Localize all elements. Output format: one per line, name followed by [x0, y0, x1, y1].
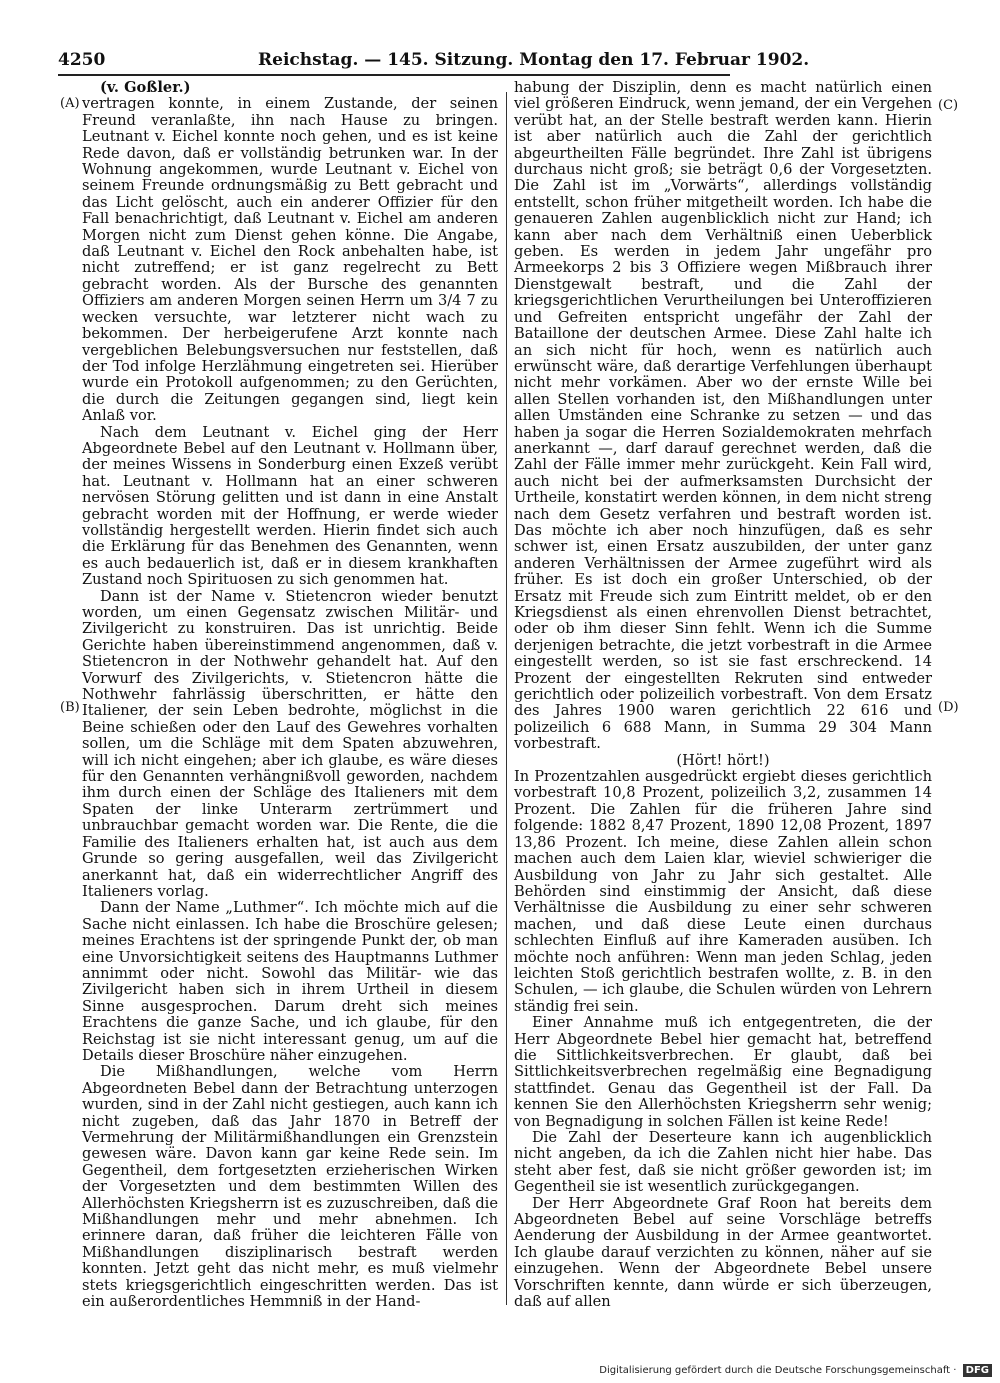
paragraph: Nach dem Leutnant v. Eichel ging der Herr Abgeordnete Bebel auf den Leutnant v. Hollmann über, der meines Wissens in Sonderburg einen Exzeß verübt hat. Leutnant v. Hollmann hat an einer schweren nervösen Störung gelitten und ist dann in eine Anstalt gebracht worden mit der Hoffnung, er werde wieder vollständig hergestellt werden. Hierin findet sich auch die Erklärung für das Benehmen des Genannten, wenn es auch bedauerlich ist, daß er in diesem krankhaften Zustand noch Spirituosen zu sich genommen hat.	[82, 423, 498, 589]
running-title: Reichstag. — 145. Sitzung. Montag den 17. Februar 1902.	[258, 50, 810, 70]
paragraph: Der Herr Abgeordnete Graf Roon hat bereits dem Abgeordneten Bebel auf seine Vorschläge betreffs Aenderung der Ausbildung in der Armee geantwortet. Ich glaube darauf verzichten zu können, näher auf sie einzugehen. Wenn der Abgeordnete Bebel unsere Vorschriften kennte, dann würde er sich überzeugen, daß auf allen	[514, 1194, 932, 1311]
paragraph: Die Zahl der Deserteure kann ich augenblicklich nicht angeben, da ich die Zahlen nicht hier habe. Das steht aber fest, daß sie nicht größer geworden ist; im Gegentheil sie ist wesentlich zurückgegangen.	[514, 1129, 932, 1196]
header-rule	[58, 74, 730, 76]
footer-text: Digitalisierung gefördert durch die Deutsche Forschungsgemeinschaft ·	[599, 1365, 957, 1376]
page-header	[58, 50, 810, 72]
column-divider	[506, 92, 507, 1305]
interjection: (Hört! hört!)	[676, 751, 770, 769]
left-column	[82, 80, 498, 1310]
margin-mark-c: (C)	[938, 98, 959, 113]
paragraph: In Prozentzahlen ausgedrückt ergiebt dieses gerichtlich vorbestraft 10,8 Prozent, polizeilich 3,2, zusammen 14 Prozent. Die Zahlen für die früheren Jahre sind folgende: 1882 8,47 Prozent, 1890 12,08 Prozent, 1897 13,86 Prozent. Ich meine, diese Zahlen allein schon machen auch dem Laien klar, wieviel schwieriger die Ausbildung von Jahr zu Jahr sich gestaltet. Alle Behörden sind einstimmig der Ansicht, daß diese Verhältnisse die Ausbildung zu einer sehr schweren machen, und daß diese Leute einen durchaus schlechten Einfluß auf ihre Kameraden ausüben. Ich möchte noch anführen: Wenn man jeden Schlag, jeden leichten Stoß gerichtlich bestrafen wollte, z. B. in den Schulen, — ich glaube, die Schulen würden von Lehrern ständig frei sein.	[514, 768, 932, 1015]
right-column	[514, 80, 932, 1310]
paragraph: Dann ist der Name v. Stietencron wieder benutzt worden, um einen Gegensatz zwischen Militär- und Zivilgericht zu konstruiren. Das ist unrichtig. Beide Gerichte haben übereinstimmend angenommen, daß v. Stietencron in der Nothwehr gehandelt hat. Auf den Vorwurf des Zivilgerichts, v. Stietencron hätte die Nothwehr fahrlässig überschritten, er hätte den Italiener, der sein Leben bedrohte, möglichst in die Beine schießen oder den Lauf des Gewehres vorhalten sollen, um die Schläge mit dem Spaten abzuwehren, will ich nicht eingehen; aber ich glaube, es wäre dieses für den Genannten verhängnißvoll geworden, nachdem ihm durch einen der Schläge des Italieners mit dem Spaten der linke Unterarm zertrümmert und unbrauchbar gemacht worden war. Die Rente, die die Familie des Italieners erhalten hat, ist auch aus dem Grunde so gering ausgefallen, weil das Zivilgericht anerkannt hat, daß ein widerrechtlicher Angriff des Italieners vorlag.	[82, 587, 498, 900]
paragraph: Die Mißhandlungen, welche vom Herrn Abgeordneten Bebel dann der Betrachtung unterzogen wurden, sind in der Zahl nicht gestiegen, auch kann ich nicht zugeben, daß das Jahr 1870 in Betreff der Vermehrung der Militärmißhandlungen ein Grenzstein gewesen wäre. Davon kann gar keine Rede sein. Im Gegentheil, dem fortgesetzten erzieherischen Wirken der Vorgesetzten und dem bestimmten Willen des Allerhöchsten Kriegsherrn ist es zuzuschreiben, daß die Mißhandlungen mehr und mehr abnehmen. Ich erinnere daran, daß früher die leichteren Fälle von Mißhandlungen disziplinarisch bestraft werden konnten. Jetzt geht das nicht mehr, es muß vielmehr stets kriegsgerichtlich eingeschritten werden. Das ist ein außerordentliches Hemmniß in der Hand-	[82, 1063, 498, 1311]
speaker-label: (v. Goßler.)	[100, 79, 191, 96]
page-number: 4250	[58, 50, 106, 70]
paragraph: vertragen konnte, in einem Zustande, der seinen Freund veranlaßte, ihn nach Hause zu bringen. Leutnant v. Eichel konnte noch gehen, und es ist keine Rede davon, daß er vollständig betrunken war. In der Wohnung angekommen, wurde Leutnant v. Eichel von seinem Freunde ordnungsmäßig zu Bett gebracht und das Licht gelöscht, auch ein anderer Offizier für den Fall benachrichtigt, daß Leutnant v. Eichel am anderen Morgen nicht zum Dienst gehen könne. Die Angabe, daß Leutnant v. Eichel den Rock anbehalten habe, ist nicht zutreffend; er ist ganz regelrecht zu Bett gebracht worden. Als der Bursche des genannten Offiziers am anderen Morgen seinen Herrn um 3/4 7 zu wecken versuchte, war letzterer nicht wach zu bekommen. Der herbeigerufene Arzt konnte nach vergeblichen Belebungsversuchen nur feststellen, daß der Tod infolge Herzlähmung eingetreten sei. Hierüber wurde ein Protokoll aufgenommen; zu den Gerüchten, die durch die Zeitungen gegangen sind, liegt kein Anlaß vor.	[82, 95, 498, 425]
margin-mark-d: (D)	[938, 700, 959, 715]
margin-mark-b: (B)	[60, 700, 80, 715]
paragraph: Einer Annahme muß ich entgegentreten, die der Herr Abgeordnete Bebel hier gemacht hat, betreffend die Sittlichkeitsverbrechen. Er glaubt, daß bei Sittlichkeitsverbrechen regelmäßig eine Begnadigung stattfindet. Genau das Gegentheil ist der Fall. Da kennen Sie den Allerhöchsten Kriegsherrn sehr wenig; von Begnadigung in solchen Fällen ist keine Rede!	[514, 1014, 932, 1130]
digitization-footer	[599, 1364, 992, 1377]
dfg-logo: DFG	[963, 1364, 992, 1377]
paragraph: habung der Disziplin, denn es macht natürlich einen viel größeren Eindruck, wenn jemand, der ein Vergehen verübt hat, an der Stelle bestraft werden kann. Hierin ist aber natürlich auch die Zahl der gerichtlich abgeurtheilten Fälle begründet. Ihre Zahl ist übrigens durchaus nicht groß; sie beträgt 0,6 der Vorgesetzten. Die Zahl ist im „Vorwärts“, allerdings vollständig entstellt, schon früher mitgetheilt worden. Ich habe die genaueren Zahlen augenblicklich nicht zur Hand; ich kann aber nach dem Verhältniß einen Ueberblick geben. Es werden in jedem Jahr ungefähr pro Armeekorps 2 bis 3 Offiziere wegen Mißbrauch ihrer Dienstgewalt bestraft, und die Zahl der kriegsgerichtlichen Verurtheilungen bei Unteroffizieren und Gefreiten entspricht ungefähr der Zahl der Bataillone der deutschen Armee. Diese Zahl halte ich an sich nicht für hoch, wenn es natürlich auch erwünscht wäre, daß derartige Verfehlungen überhaupt nicht mehr vorkämen. Aber wo der ernste Wille bei allen Stellen vorhanden ist, den Mißhandlungen unter allen Umständen eine Schranke zu setzen — und das haben ja sogar die Herren Sozialdemokraten mehrfach anerkannt —, darf darauf gerechnet werden, daß die Zahl der Fälle immer mehr zurückgeht. Kein Fall wird, auch nicht bei der aufmerksamsten Durchsicht der Urtheile, konstatirt werden können, in dem nicht streng nach dem Gesetz verfahren und bestraft worden ist. Das möchte ich aber noch hinzufügen, daß es sehr schwer ist, einen Ersatz auszubilden, der unter ganz anderen Verhältnissen der Armee zugeführt wird als früher. Es ist doch ein großer Unterschied, ob der Ersatz mit Freude sich zum Eintritt meldet, ob er den Kriegsdienst als einen ehrenvollen Dienst betrachtet, oder ob ihm dieser Sinn fehlt. Wenn ich die Summe derjenigen betrachte, die jetzt vorbestraft in die Armee eingestellt werden, so ist sie fast erschreckend. 14 Prozent der eingestellten Rekruten sind entweder gerichtlich oder polizeilich vorbestraft. Von dem Ersatz des Jahres 1900 waren gerichtlich 22 616 und polizeilich 6 688 Mann, in Summa 29 304 Mann vorbestraft.	[514, 79, 932, 753]
paragraph: Dann der Name „Luthmer“. Ich möchte mich auf die Sache nicht einlassen. Ich habe die Broschüre gelesen; meines Erachtens ist der springende Punkt der, ob man eine Unvorsichtigkeit seitens des Hauptmanns Luthmer annimmt oder nicht. Sowohl das Militär- wie das Zivilgericht haben sich in ihrem Urtheil in diesem Sinne ausgesprochen. Darum dreht sich meines Erachtens die ganze Sache, und ich glaube, für den Reichstag ist sie nicht interessant genug, um auf die Details dieser Broschüre näher einzugehen.	[82, 899, 498, 1064]
margin-mark-a: (A)	[60, 96, 80, 111]
